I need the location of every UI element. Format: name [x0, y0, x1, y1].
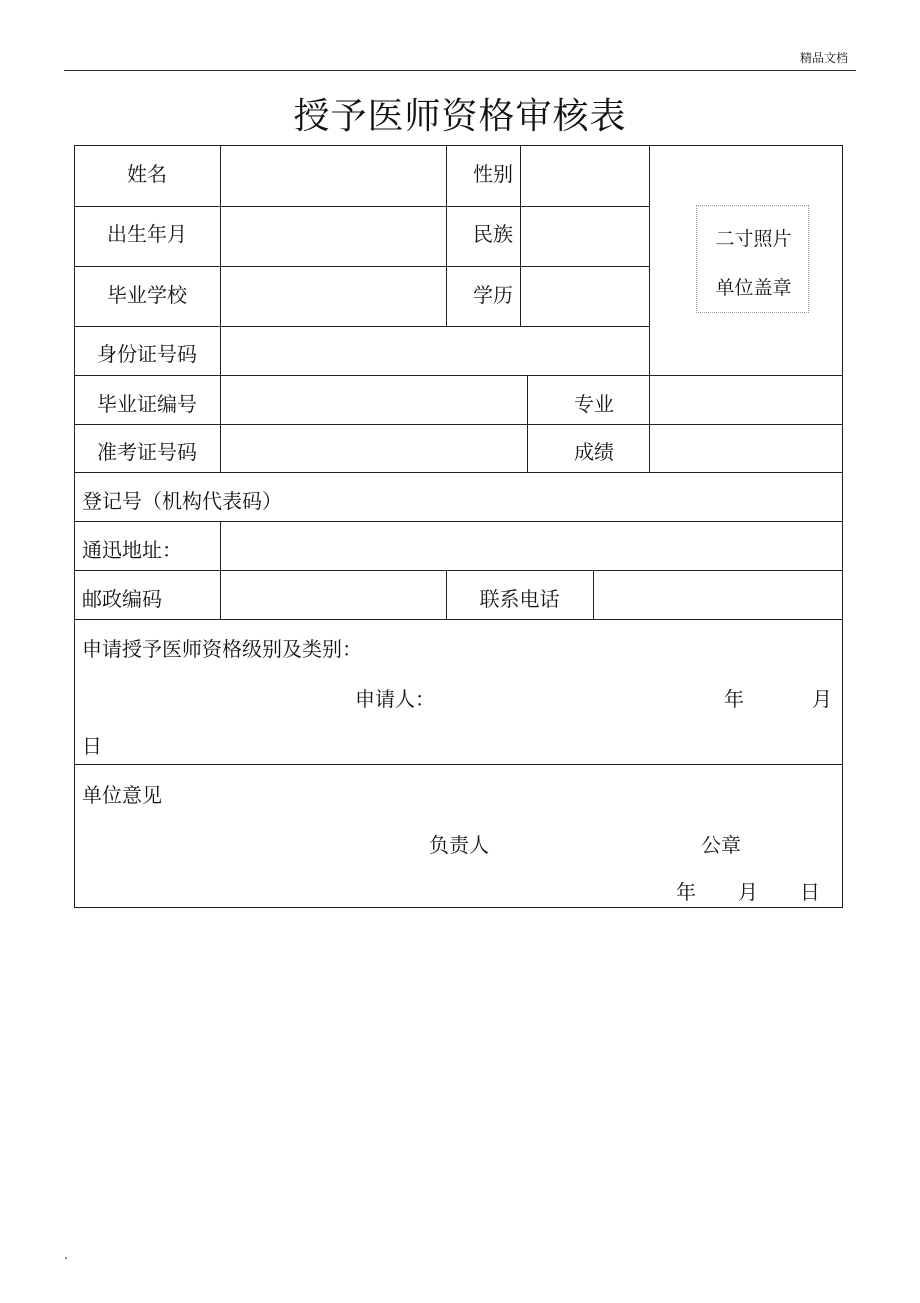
photo-box — [696, 205, 809, 313]
input-score[interactable] — [650, 425, 842, 472]
input-birth[interactable] — [221, 207, 446, 266]
label-birth: 出生年月 — [107, 222, 187, 246]
row-divider — [74, 619, 843, 620]
application-day: 日 — [82, 734, 102, 758]
row-divider — [74, 472, 843, 473]
label-responsible: 负责人 — [429, 833, 489, 857]
label-exam-number: 准考证号码 — [97, 440, 197, 464]
label-phone: 联系电话 — [479, 587, 560, 611]
application-year: 年 — [724, 687, 744, 711]
label-unit-opinion: 单位意见 — [82, 783, 162, 807]
label-gender: 性别 — [473, 162, 513, 186]
photo-label: 二寸照片 — [715, 228, 792, 250]
label-school: 毕业学校 — [107, 283, 187, 307]
input-gender[interactable] — [521, 146, 649, 206]
label-applicant: 申请人： — [355, 687, 435, 711]
label-major: 专业 — [574, 392, 614, 416]
opinion-day: 日 — [800, 880, 820, 904]
label-registration: 登记号（机构代表码） — [82, 489, 282, 513]
input-address[interactable] — [221, 522, 842, 570]
seal-label: 单位盖章 — [715, 277, 792, 299]
label-id-number: 身份证号码 — [97, 342, 197, 366]
input-exam-number[interactable] — [221, 425, 527, 472]
input-diploma-number[interactable] — [221, 376, 527, 424]
label-application: 申请授予医师资格级别及类别： — [82, 637, 362, 661]
input-school[interactable] — [221, 267, 446, 326]
input-id-number[interactable] — [221, 327, 649, 375]
opinion-year: 年 — [676, 880, 696, 904]
label-education: 学历 — [473, 283, 513, 307]
input-phone[interactable] — [594, 571, 842, 619]
footer-dot: . — [64, 1248, 68, 1262]
page-title: 授予医师资格审核表 — [293, 96, 627, 137]
label-diploma-number: 毕业证编号 — [97, 392, 197, 416]
input-ethnicity[interactable] — [521, 207, 649, 266]
application-month: 月 — [812, 687, 832, 711]
label-name: 姓名 — [127, 162, 167, 186]
opinion-month: 月 — [738, 880, 758, 904]
label-ethnicity: 民族 — [473, 222, 513, 246]
label-postcode: 邮政编码 — [82, 587, 162, 611]
input-name[interactable] — [221, 146, 446, 206]
input-postcode[interactable] — [221, 571, 446, 619]
row-divider — [74, 764, 843, 765]
label-seal: 公章 — [701, 833, 741, 857]
label-score: 成绩 — [574, 440, 614, 464]
input-major[interactable] — [650, 376, 842, 424]
input-education[interactable] — [521, 267, 649, 326]
header-rule — [64, 70, 856, 71]
label-address: 通迅地址： — [82, 538, 182, 562]
header-mark: 精品文档 — [800, 51, 849, 65]
